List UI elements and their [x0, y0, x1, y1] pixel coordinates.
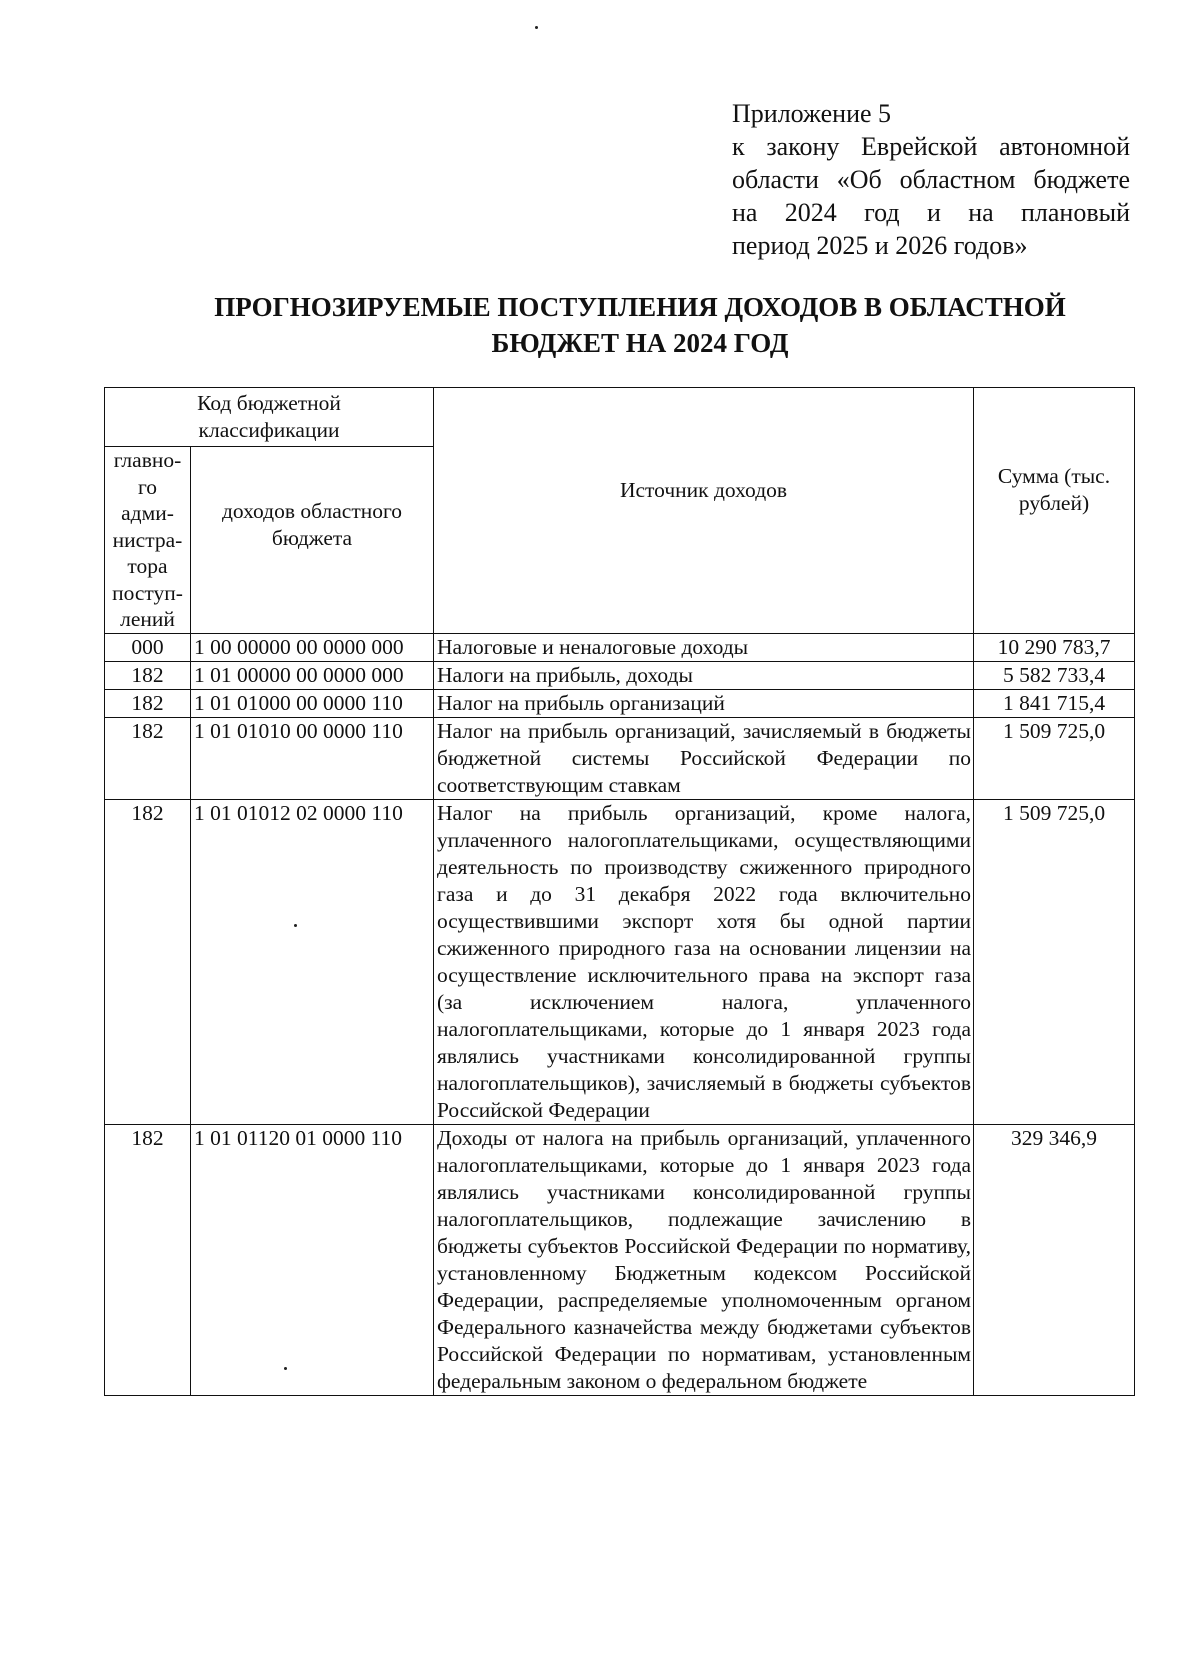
appendix-line: к закону Еврейской автономной: [732, 132, 1130, 161]
admin-code-cell: 000: [105, 633, 191, 661]
source-cell: Налог на прибыль организаций, зачисляемый в бюджеты бюджетной системы Российской Федерации по соответствующим ставкам: [434, 717, 974, 799]
table-row: [105, 717, 1135, 799]
source-cell: Налог на прибыль организаций: [434, 689, 974, 717]
sum-cell: 329 346,9: [974, 1124, 1135, 1395]
title-line: БЮДЖЕТ НА 2024 ГОД: [491, 328, 789, 358]
admin-code-cell: 182: [105, 661, 191, 689]
source-cell: Налоговые и неналоговые доходы: [434, 633, 974, 661]
admin-code-cell: 182: [105, 689, 191, 717]
header-source: Источник доходов: [434, 388, 974, 634]
sum-cell: 1 509 725,0: [974, 799, 1135, 1124]
table-header-row: [105, 388, 1135, 447]
table-row: [105, 1124, 1135, 1395]
admin-code-cell: 182: [105, 799, 191, 1124]
header-admin: главно- го адми- нистра- тора поступ- лений: [105, 447, 191, 634]
sum-cell: 5 582 733,4: [974, 661, 1135, 689]
admin-code-cell: 182: [105, 717, 191, 799]
income-code-cell: 1 01 01010 00 0000 110: [191, 717, 434, 799]
appendix-line: на 2024 год и на плановый: [732, 198, 1130, 227]
table-row: [105, 633, 1135, 661]
income-code-cell: 1 00 00000 00 0000 000: [191, 633, 434, 661]
table-row: [105, 689, 1135, 717]
title-line: ПРОГНОЗИРУЕМЫЕ ПОСТУПЛЕНИЯ ДОХОДОВ В ОБЛАСТНОЙ: [214, 292, 1066, 322]
income-code-cell: 1 01 01012 02 0000 110: [191, 799, 434, 1124]
income-code-cell: 1 01 00000 00 0000 000: [191, 661, 434, 689]
header-income-code: доходов областного бюджета: [191, 447, 434, 634]
appendix-line: период 2025 и 2026 годов»: [732, 231, 1028, 260]
sum-cell: 1 509 725,0: [974, 717, 1135, 799]
table-row: [105, 799, 1135, 1124]
header-budget-classification: Код бюджетной классификации: [105, 388, 434, 447]
scan-speck: [535, 26, 538, 29]
appendix-line: Приложение 5: [732, 99, 892, 128]
source-cell: Налог на прибыль организаций, кроме налога, уплаченного налогоплательщиками, осуществляющими деятельность по производству сжиженного природного газа и до 31 декабря 2022 года включительно осуществившими экспорт хотя бы одной партии сжиженного природного газа на основании лицензии на осуществление исключительного права на экспорт газа (за исключением налога, уплаченного налогоплательщиками, которые до 1 января 2023 года являлись участниками консолидированной группы налогоплательщиков), зачисляемый в бюджеты субъектов Российской Федерации: [434, 799, 974, 1124]
header-sum: Сумма (тыс. рублей): [974, 388, 1135, 634]
source-cell: Налоги на прибыль, доходы: [434, 661, 974, 689]
revenue-table: [104, 387, 1135, 1396]
source-cell: Доходы от налога на прибыль организаций, уплаченного налогоплательщиками, которые до 1 января 2023 года являлись участниками консолидированной группы налогоплательщиков, подлежащие зачислению в бюджеты субъектов Российской Федерации по нормативу, установленному Бюджетным кодексом Российской Федерации, распределяемые уполномоченным органом Федерального казначейства между бюджетами субъектов Российской Федерации по нормативам, установленным федеральным законом о федеральном бюджете: [434, 1124, 974, 1395]
document-title: [150, 289, 1130, 361]
income-code-cell: 1 01 01000 00 0000 110: [191, 689, 434, 717]
income-code-cell: 1 01 01120 01 0000 110: [191, 1124, 434, 1395]
sum-cell: 10 290 783,7: [974, 633, 1135, 661]
sum-cell: 1 841 715,4: [974, 689, 1135, 717]
appendix-note: [732, 97, 1130, 262]
admin-code-cell: 182: [105, 1124, 191, 1395]
appendix-line: области «Об областном бюджете: [732, 165, 1130, 194]
table-row: [105, 661, 1135, 689]
